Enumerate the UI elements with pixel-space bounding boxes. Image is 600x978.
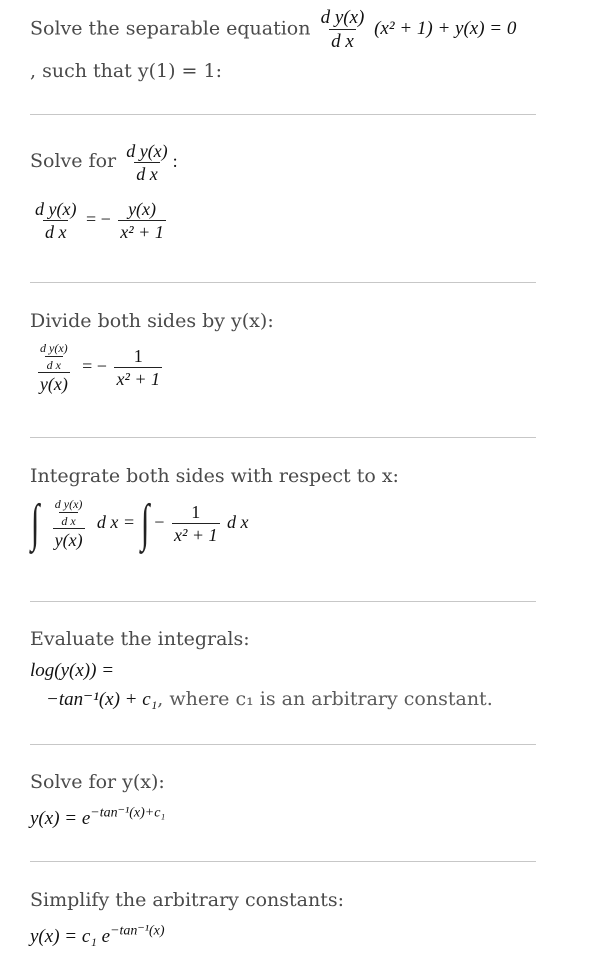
integral-sign-right: ∫ [140,495,149,553]
problem-prefix: Solve the separable equation [30,17,311,40]
step-3-inner-num: d y(x) [54,497,83,511]
step-3-title [30,465,399,487]
step-2-lhs-den: y(x) [39,374,68,395]
step-1-title [30,142,178,184]
step-2-inner-num: d y(x) [40,341,68,355]
step-2-title [30,310,274,332]
step-3-lhs-top [48,498,90,528]
step-1-colon: : [172,151,178,172]
step-3-lhs-den: y(x) [54,530,83,551]
step-4-title-text: Evaluate the integrals: [30,628,250,650]
step-4-title [30,628,250,650]
step-1-lhs-num: d y(x) [35,199,77,219]
problem-condition: , such that y(1) = 1: [30,60,222,82]
step-2-rhs-den: x² + 1 [116,369,161,390]
step-1-title-den: d x [136,163,158,184]
step-6-title-text: Simplify the arbitrary constants: [30,889,344,911]
step-6-equation [30,923,165,948]
step-1-title-num: d y(x) [126,141,168,161]
step-2-rhs-num: 1 [133,346,143,367]
step-5-exponent: −tan⁻¹(x)+c₁ [90,805,166,821]
step-3-rhs-num: 1 [191,502,201,523]
step-1-op: = − [85,209,111,230]
step-1-rhs-den: x² + 1 [120,221,164,242]
step-2-title-text: Divide both sides by y(x): [30,310,274,332]
divider [30,114,536,115]
divider [30,601,536,602]
step-2-rhs [114,347,162,389]
step-4-rhs: −tan⁻¹(x) + c₁ [46,689,158,710]
step-3-lhs [48,498,90,550]
problem-equation [316,7,517,52]
problem-deriv-den: d x [331,30,354,52]
step-1-title-text: Solve for [30,150,117,173]
step-4-line-1 [30,660,114,682]
step-2-op: = − [82,356,107,377]
step-5-title [30,771,165,793]
step-3-rhs [172,503,220,545]
step-2-lhs [33,342,75,394]
divider [30,437,536,438]
step-1-lhs-den: d x [44,221,67,242]
step-6-exponent: −tan⁻¹(x) [110,923,165,939]
divider [30,282,536,283]
divider [30,861,536,862]
step-4-line-2 [46,688,493,711]
step-6-result: y(x) = c₁ e [30,926,111,947]
step-3-rhs-dx: d x [227,512,249,533]
step-3-rhs-den: x² + 1 [173,525,218,546]
step-3-minus: − [154,512,165,533]
step-2-lhs-top [33,342,75,372]
problem-condition-line [30,60,222,82]
problem-eq-rest: (x² + 1) + y(x) = 0 [374,18,517,40]
step-4-lhs: log(y(x)) = [30,660,115,681]
step-3-lhs-dx: d x = [96,512,136,533]
step-6-title [30,889,344,911]
step-1-title-frac [124,142,169,184]
step-1-equation [30,200,169,242]
step-1-rhs-num: y(x) [128,199,157,219]
problem-statement [30,8,516,52]
step-1-title-math [121,141,178,184]
step-2-inner-den: d x [46,357,61,372]
step-3-inner-frac [53,498,85,527]
step-1-lhs [33,200,78,242]
problem-deriv-num: d y(x) [320,7,365,28]
step-2-equation [30,342,165,394]
integral-sign-left: ∫ [30,495,40,553]
step-1-rhs [118,200,166,242]
step-5-result: y(x) = e [30,808,91,829]
step-2-inner-frac [38,342,70,371]
step-3-inner-den: d x [61,513,76,528]
step-5-title-text: Solve for y(x): [30,771,165,793]
step-3-equation [30,495,249,553]
step-3-title-text: Integrate both sides with respect to x: [30,465,399,487]
step-5-equation [30,805,166,830]
step-4-note: , where c₁ is an arbitrary constant. [157,688,493,710]
divider [30,744,536,745]
problem-derivative [319,8,367,52]
